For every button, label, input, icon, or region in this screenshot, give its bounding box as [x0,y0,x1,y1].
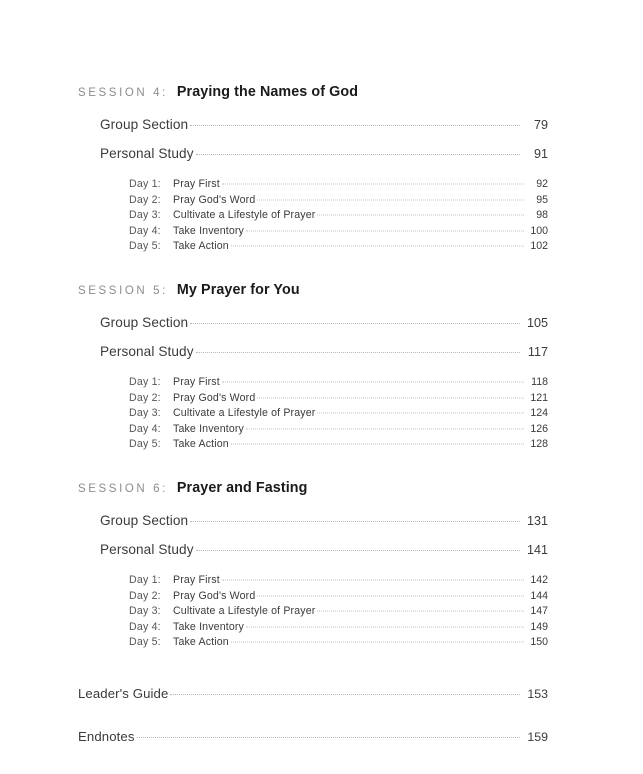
toc-entry-page-number: 117 [527,345,548,359]
session-main-entries [78,117,548,161]
toc-day-number: Day 4: [129,224,161,237]
session-day-entries [78,574,548,648]
toc-entry[interactable] [100,513,548,528]
toc-day-title: Pray First [173,178,220,190]
toc-day-number: Day 2: [129,391,161,404]
toc-day-title: Pray First [173,574,220,586]
toc-entry-label: Personal Study [100,542,194,557]
toc-day-title: Take Action [173,438,229,450]
toc-day-page-number: 128 [530,438,548,450]
toc-day-page-number: 150 [530,636,548,648]
toc-day-entry[interactable] [129,392,548,404]
dot-leader [190,323,520,324]
toc-entry[interactable] [100,542,548,557]
toc-day-page-number: 124 [530,407,548,419]
toc-entry-label: Group Section [100,315,189,330]
toc-day-entry[interactable] [129,590,548,602]
dot-leader [317,413,524,414]
toc-day-title: Take Action [173,240,229,252]
toc-day-title: Cultivate a Lifestyle of Prayer [173,605,316,617]
toc-day-title: Pray First [173,376,220,388]
dot-leader [231,642,524,643]
dot-leader [231,444,524,445]
toc-entry-label: Personal Study [100,344,194,359]
toc-day-number: Day 1: [129,574,161,586]
toc-day-entry[interactable] [129,574,548,586]
toc-day-entry[interactable] [129,605,548,617]
toc-day-number: Day 2: [129,589,161,602]
toc-day-page-number: 92 [536,178,548,190]
back-matter-list [78,686,548,744]
session-main-entries [78,315,548,359]
dot-leader [257,199,524,200]
toc-day-title: Cultivate a Lifestyle of Prayer [173,209,316,221]
toc-day-page-number: 121 [530,391,548,404]
session-title: My Prayer for You [176,282,300,298]
toc-day-title: Take Inventory [173,224,244,237]
toc-day-number: Day 3: [129,209,161,221]
toc-day-title: Take Inventory [173,422,244,435]
dot-leader [231,246,524,247]
session-title: Prayer and Fasting [176,480,308,496]
toc-day-entry[interactable] [129,240,548,252]
toc-entry[interactable] [100,117,548,132]
toc-entry-label: Leader's Guide [78,686,169,701]
toc-entry-page-number: 131 [526,514,548,528]
dot-leader [196,154,520,155]
toc-day-entry[interactable] [129,438,548,450]
toc-entry-label: Endnotes [78,729,135,744]
dot-leader [246,626,524,627]
dot-leader [170,694,520,695]
dot-leader [257,397,524,398]
session-label: SESSION 5: [78,285,168,297]
toc-entry[interactable] [100,146,548,161]
session-block [78,480,548,648]
toc-entry[interactable] [100,344,548,359]
toc-day-title: Take Inventory [173,620,244,633]
toc-day-title: Pray God's Word [173,193,256,206]
dot-leader [222,580,524,581]
session-list [78,84,548,648]
toc-day-number: Day 4: [129,422,161,435]
toc-entry-page-number: 91 [533,147,548,161]
session-label: SESSION 4: [78,87,168,99]
dot-leader [246,428,524,429]
toc-day-page-number: 147 [530,605,548,617]
session-block [78,84,548,252]
toc-day-entry[interactable] [129,178,548,190]
session-heading [78,480,548,496]
toc-day-number: Day 3: [129,605,161,617]
toc-day-entry[interactable] [129,225,548,237]
toc-day-number: Day 1: [129,178,161,190]
toc-day-number: Day 5: [129,636,161,648]
toc-entry-label: Group Section [100,513,189,528]
toc-day-page-number: 98 [536,209,548,221]
dot-leader [317,611,524,612]
toc-day-page-number: 100 [530,224,548,237]
toc-day-page-number: 118 [531,376,548,388]
dot-leader [317,215,524,216]
toc-day-title: Pray God's Word [173,391,256,404]
dot-leader [196,352,520,353]
toc-entry-page-number: 79 [533,118,548,132]
toc-day-title: Pray God's Word [173,589,256,602]
toc-day-number: Day 5: [129,240,161,252]
toc-entry-page-number: 141 [526,543,548,557]
session-heading [78,282,548,298]
dot-leader [196,550,520,551]
session-main-entries [78,513,548,557]
session-label: SESSION 6: [78,483,168,495]
dot-leader [257,595,524,596]
dot-leader [190,125,520,126]
toc-day-page-number: 144 [530,589,548,602]
toc-day-entry[interactable] [129,423,548,435]
toc-day-entry[interactable] [129,621,548,633]
toc-entry-page-number: 153 [527,687,548,701]
toc-day-entry[interactable] [129,209,548,221]
toc-day-number: Day 5: [129,438,161,450]
toc-entry[interactable] [78,729,548,744]
toc-day-number: Day 2: [129,193,161,206]
dot-leader [222,382,524,383]
toc-entry-label: Personal Study [100,146,194,161]
dot-leader [222,184,524,185]
session-day-entries [78,376,548,450]
toc-day-entry[interactable] [129,407,548,419]
toc-entry[interactable] [100,315,548,330]
toc-day-entry[interactable] [129,636,548,648]
session-title: Praying the Names of God [176,84,359,100]
dot-leader [190,521,520,522]
toc-day-page-number: 149 [530,620,548,633]
toc-day-title: Cultivate a Lifestyle of Prayer [173,407,316,419]
dot-leader [137,737,520,738]
toc-day-page-number: 95 [536,193,548,206]
toc-day-number: Day 1: [129,376,161,388]
toc-day-page-number: 102 [530,240,548,252]
toc-day-number: Day 4: [129,620,161,633]
toc-day-entry[interactable] [129,194,548,206]
toc-day-title: Take Action [173,636,229,648]
session-block [78,282,548,450]
toc-day-page-number: 142 [530,574,548,586]
toc-entry[interactable] [78,686,548,701]
toc-day-page-number: 126 [530,422,548,435]
toc-entry-page-number: 105 [526,316,548,330]
dot-leader [246,230,524,231]
toc-day-number: Day 3: [129,407,161,419]
toc-entry-label: Group Section [100,117,189,132]
session-heading [78,84,548,100]
session-day-entries [78,178,548,252]
toc-entry-page-number: 159 [527,730,548,744]
toc-day-entry[interactable] [129,376,548,388]
